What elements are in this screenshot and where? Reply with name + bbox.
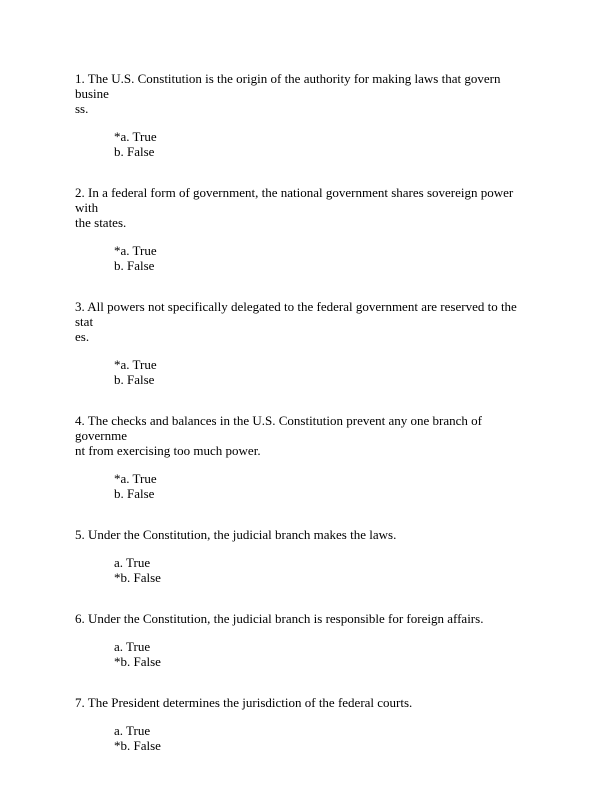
question-text: 1. The U.S. Constitution is the origin of the authority for making laws that govern busine ss. bbox=[75, 71, 501, 116]
question-text: 5. Under the Constitution, the judicial branch makes the laws. bbox=[75, 527, 397, 542]
answer-option-b: *b. False bbox=[114, 569, 161, 585]
answer-option-a: *a. True bbox=[114, 357, 157, 372]
answer-options bbox=[114, 723, 535, 752]
question-text: 7. The President determines the jurisdiction of the federal courts. bbox=[75, 695, 413, 710]
answer-options bbox=[114, 129, 535, 158]
answer-option-b: b. False bbox=[114, 257, 155, 273]
quiz-question-list bbox=[75, 71, 535, 779]
question-text: 2. In a federal form of government, the national government shares sovereign power with the states. bbox=[75, 185, 514, 230]
question-1 bbox=[75, 71, 535, 158]
answer-option-a: *a. True bbox=[114, 129, 157, 144]
answer-options bbox=[114, 243, 535, 272]
question-6 bbox=[75, 611, 535, 668]
answer-option-b: b. False bbox=[114, 143, 155, 159]
question-text: 6. Under the Constitution, the judicial branch is responsible for foreign affairs. bbox=[75, 611, 484, 626]
answer-options bbox=[114, 357, 535, 386]
question-2 bbox=[75, 185, 535, 272]
answer-option-a: a. True bbox=[114, 723, 151, 738]
answer-options bbox=[114, 639, 535, 668]
question-text: 4. The checks and balances in the U.S. Constitution prevent any one branch of governme nt from exercising too much power. bbox=[75, 413, 482, 458]
answer-option-a: a. True bbox=[114, 555, 151, 570]
answer-option-b: b. False bbox=[114, 371, 155, 387]
answer-option-b: b. False bbox=[114, 485, 155, 501]
answer-option-b: *b. False bbox=[114, 737, 161, 753]
question-7 bbox=[75, 695, 535, 752]
question-4 bbox=[75, 413, 535, 500]
answer-options bbox=[114, 555, 535, 584]
question-3 bbox=[75, 299, 535, 386]
answer-option-b: *b. False bbox=[114, 653, 161, 669]
answer-option-a: *a. True bbox=[114, 243, 157, 258]
answer-option-a: a. True bbox=[114, 639, 151, 654]
answer-option-a: *a. True bbox=[114, 471, 157, 486]
answer-options bbox=[114, 471, 535, 500]
question-text: 3. All powers not specifically delegated to the federal government are reserved to the stat es. bbox=[75, 299, 517, 344]
question-5 bbox=[75, 527, 535, 584]
